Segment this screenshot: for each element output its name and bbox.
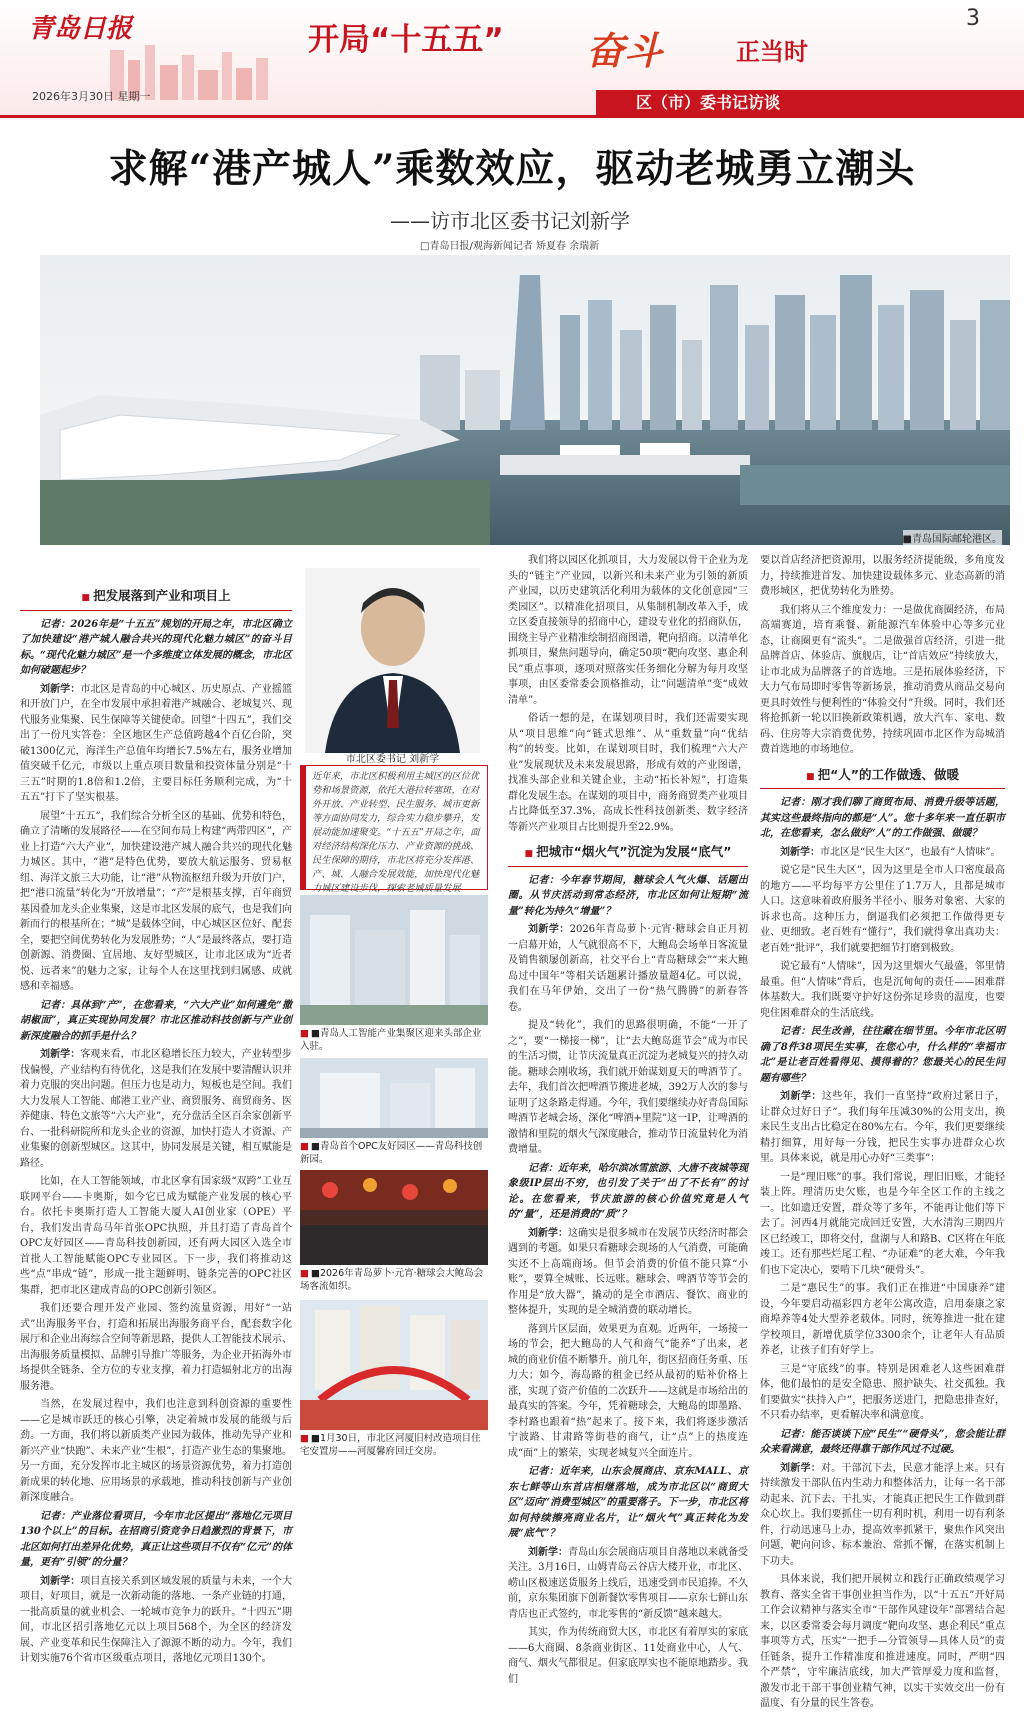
paragraph: 记者：近年来，哈尔滨冰雪旅游、大唐不夜城等现象级IP层出不穷，也引发了关于“出了不长有”的讨论。在您看来，节庆旅游的核心价值究竟是人气的“量”，还是消费的“质”？ (508, 1162, 748, 1221)
masthead-divider (0, 115, 1024, 118)
paragraph: 二是“惠民生”的事。我们正在推进“中国康养”建设，今年要启动福彩四方老年公寓改造，启用泰康之家商埠养等4处大型养老载体。同时，统筹推进一批在建学校项目，新增优质学位3300余个，让老年人有品质养老，让孩子们有好学上。 (760, 1283, 1005, 1357)
paragraph: 我们还要合理开发产业园、签约流量资源，用好“一站式”出海服务平台，打造和拓展出海服务商平台，配套数字化展厅和企业出海综合空间等新思路，提供人工智能技术展示、出海服务质量模拟、品牌引导推广等服务，为企业开拓海外市场提供全链条、全方位的专业支撑，着力打造辐射北方的出海服务港。 (20, 1303, 292, 1392)
issue-date: 2026年3月30日 星期一 (32, 90, 151, 103)
section-heading-consumption: ■ 把城市“烟火气”沉淀为发展“底气” (508, 838, 748, 867)
paragraph: 其实，作为传统商贸大区，市北区有着厚实的家底——6大商圈、8条商业街区、11处商业中心，人气、商气、烟火气都很足。但家底厚实也不能原地踏步。我们 (508, 1627, 748, 1685)
pullquote: 近年来，市北区积极利用主城区的区位优势和场景资源，依托大港拉转塞斑，在对外开放、产业转型、民生服务、城市更新等方面协同发力，综合实力稳步攀升，发展动能加速聚变。“十五五”开局之年，面对经济结构深化压力、产业资源的挑战、民生保障的期待，市北区将充分发挥港、产、城、人融合发展效能，加快现代化魅力城区建设步伐，探索老城质量发展 (300, 765, 488, 890)
paragraph: 比如，在人工智能领域，市北区拿有国家级“双跨”工业互联网平台——卡奥斯，如今它已成为赋能产业发展的核心平台。依托卡奥斯打造人工智能大厦人AI创业家（OPE）平台，我们发出青岛马年首张OPC执照，并且打造了青岛首个OPC友好园区——青岛科技创新园，还有两大园区入选全市首批人工智能赋能OPC专业园区。下一步，我们将推动这些“点”串成“链”，形成一批主题鲜明、链条完善的OPC社区集群，把市北区建成青岛的OPC创新引领区。 (20, 1176, 292, 1296)
subtitle: ——访市北区委书记刘新学 (390, 209, 630, 233)
section-heading-industry: ■ 把发展落到产业和项目上 (20, 582, 292, 611)
paragraph: 刘新学：市北区是青岛的中心城区、历史原点、产业摇篮和开放门户，在全市发展中承担着港产城融合、老城复兴、现代服务业集聚、民生保障等关键使命。回望“十四五”，我们交出了一份凡实答卷：全区地区生产总值跨越4个百亿台阶，突破1300亿元，海洋生产总值年均增长7.5%左右，服务业增加值突破千亿元，市级以上重点项目数量和投资体量分别是“十三五”时期的1.8倍和1.2倍，主要目标任务顺利完成，为“十五五”打下了坚实根基。 (20, 683, 293, 804)
photo-opc-park (300, 1058, 488, 1138)
column-1 (20, 580, 293, 1665)
paragraph: 记者：刚才我们聊了商贸布局、消费升级等话题，其实这些最终指向的都是“人”。您十多年来一直任职市北，在您看来，怎么做好“人”的工作做强、做暖？ (760, 797, 1006, 840)
photo-ai-park (300, 895, 488, 1025)
paragraph: 刘新学：项目直接关系到区域发展的质量与未来，一个大项目，好项目，就是一次新动能的落地、一条产业链的打通，一批高质量的就业机会、一轮城市竞争力的跃升。“十四五”期间，市北区招引落地亿元以上项目568个，为全区的经济发展、产业变革和民生保障注入了源源不断的动力。今年，我们计划实施76个省市区级重点项目，落地亿元项目130个。 (20, 1575, 293, 1665)
photo-festival (300, 1170, 488, 1265)
main-photo-caption: ■青岛国际邮轮港区。 (903, 530, 1002, 545)
paragraph: 要以首店经济把资源用，以服务经济提能级，多角度发力，持续推进首发、加快建设载体多元、业态高新的消费形城区，把优势转化为胜势。 (760, 555, 1005, 597)
slogan-part-3: 正当时 (736, 38, 808, 66)
column-3 (760, 553, 1006, 1710)
paragraph: 三是“守底线”的事。特别是困难老人这些困难群体，他们最怕的是安全隐患、照护缺失、社交孤独。我们要做实“扶持入户”，把服务送进门，把隐患排查好，不只看办结率，更看解决率和满意度。 (760, 1363, 1005, 1422)
byline: □青岛日报/观海新闻记者 矫夏春 余瑞新 (420, 241, 600, 252)
masthead (0, 0, 1024, 115)
paragraph: 说它最有“人情味”，因为这里烟火气最盛，邻里情最重。但“人情味”背后，也是沉甸甸的责任——困难群体基数大。我们既要守护好这份弥足珍贵的温度，也要兜住困难群众的生活底线。 (760, 961, 1005, 1019)
paragraph: 我们将以园区化抓项目，大力发展以骨干企业为龙头的“链主”产业园，以新兴和未来产业为引领的新质产业园，以历史建筑活化利用为载体的文化创意园“三类园区”。以精准化招项目，从集制机制改革入手，成立区委直接领导的招商中心，建设专业化的招商队伍，围绕主导产业精准绘制招商图谱，靶向招商。以清单化抓项目，聚焦问题导向，确定50项“靶向攻坚、惠企利民”重点事项，逐项对照落实任务细化分解为每月攻坚事项，由区委常委会顶格推动，让“问题清单”变“成效清单”。 (508, 555, 748, 706)
paragraph: 刘新学：市北区是“民生大区”，也最有“人情味”。 (780, 846, 1001, 858)
paragraph: 记者：民生改善，往往藏在细节里。今年市北区明确了8件38项民生实事，在您心中，什么样的“幸福市北”是让老百姓看得见、摸得着的？您最关心的民生问题有哪些？ (760, 1026, 1006, 1084)
slogan-part-1: 开局“十五五” (308, 22, 504, 58)
portrait-photo (305, 568, 480, 753)
paragraph: 记者：2026年是“十五五”规划的开局之年，市北区确立了加快建设“港产城人融合共兴的现代化魅力城区”的奋斗目标。“现代化魅力城区”是一个多维度立体发展的概念，市北区如何破题起步？ (20, 618, 293, 677)
page-title: 求解“港产城人”乘数效应，驱动老城勇立潮头 (108, 146, 916, 192)
paragraph: 记者：具体到“产”，在您看来，“六大产业”如何遴免“撒胡椒面”，真正实现协同发展？市北区推动科技创新与产业创新深度融合的抓手是什么？ (20, 999, 292, 1042)
paragraph: 提及“转化”，我们的思路很明确，不能“一开了之”，要“一梯接一梯”，让“去大鲍岛逛节会”成为市民的生活习惯，让节庆流量真正沉淀为老城复兴的持久动能。糖球会刚收场，我们就开始谋划夏天的啤酒节了。去年，我们首次把啤酒节搬进老城，392万人次的参与证明了这条路走得通。今年，我们要继续办好青岛国际啤酒节老城会场，深化“啤酒+里院”这一IP，让啤酒的激情和里院的烟火气深度融合，推动节日流量转化为消费增量。 (508, 1020, 748, 1156)
paragraph: 记者：能否谈谈下应“民生”“硬骨头”，您会能让群众来看满意，最终还得靠干部作风过不过硬。 (760, 1428, 1006, 1456)
paragraph: 落到片区层面，效果更为直观。近两年，一场接一场的节会，把大鲍岛的人气和商气“能养”了出来，老城的商业价值不断攀升。前几年，街区招商任务重、压力大；如今，海岛路的租金已经从最初的贴补价格上涨，实现了资产价值的二次跃升——这就是市场给出的最真实的答案。今年，凭着糖球会，大鲍岛的即墨路、李村路也跟着“热”起来了。接下来，我们将逐步激活宁波路、甘肃路等街巷的商气，让“点”上的热度连成“面”上的繁荣，实现老城复兴全面连片。 (508, 1323, 748, 1459)
paragraph: 刘新学：这些年，我们一直坚持“政府过紧日子，让群众过好日子”。我们每年压减30%的公用支出，换来民生支出占比稳定在80%左右。今年，我们更要继续精打细算，用好每一分钱，把民生实事办进群众心坎里。具体来说，就是用心办好“三类事”： (760, 1091, 1005, 1165)
main-photo-port (40, 255, 1010, 545)
paragraph: 刘新学：这确实是很多城市在发展节庆经济时都会遇到的考题。如果只看糖球会现场的人气消费，可能确实还不上高端商场。但节会消费的价值不能只算“小账”，要算全城账、长远账。糖球会、啤酒节等节会的作用是“放大器”，撬动的是全市酒店、餐饮、商业的整体提升，实现的是全城消费的联动增长。 (508, 1227, 748, 1317)
paragraph: 记者：近年来，山东会展商店、京东MALL、京东七鲜等山东首店相继落地，成为市北区以“商贸大区”迈向“消费型城区”的重要落子。下一步，市北区将如何持续擦亮商业名片，让“烟火气”真正转化为发展“底气”？ (508, 1466, 749, 1540)
newspaper-logo: 青岛日报 (28, 14, 133, 44)
photo-caption: ■ ■青岛人工智能产业集聚区迎来头部企业入驻。 (300, 1027, 488, 1054)
slogan-part-2: 奋斗 (586, 28, 663, 73)
photo-caption: ■ ■2026年青岛萝卜·元宵·糖球会大鲍岛会场客流如织。 (300, 1267, 488, 1294)
paragraph: 刘新学：青岛山东会展商店项目自落地以来就备受关注。3月16日，山姆青岛云谷店大楼开业，市北区、崂山区极速送货服务上线后，迅速受到市民追捧。不久前，京东集团旗下创新餐饮零售项目——京东七鲜山东青店也正式签约，市北零售的“新反馈”越来越大。 (508, 1546, 748, 1620)
column-2 (508, 553, 749, 1685)
section-tag: 区（市）委书记访谈 (596, 90, 1024, 115)
paragraph: 当然，在发展过程中，我们也注意到科创资源的重要性——它是城市跃迁的核心引擎，决定着城市发展的能级与后劲。一方面，我们将以新质类产业园为载体，推动先导产业和新兴产业“快跑”、未来产业“生根”，打造产业生态的集聚地。另一方面，充分发挥市北主城区的场景资源优势，着力打造创新成果的转化地、应用场景的承载地，推动科技创新与产业创新深度融合。 (20, 1399, 292, 1504)
paragraph: 说它是“民生大区”，因为这里是全市人口密度最高的地方——平均每平方公里住了1.7万人，且都是城市人口。这意味着政府服务半径小、服务对象密、大家的诉求也高。这种压力，倒逼我们必须把工作做得更专业、更细致。老百姓有“懂行”，我们就得拿出真功夫：老百姓“批评”，我们就要把细节打磨到极致。 (760, 865, 1005, 954)
paragraph: 记者：今年春节期间，糖球会人气火爆、话题出圈。从节庆活动到常态经济，市北区如何让短期“流量”转化为持久“增量”？ (508, 874, 748, 917)
photo-caption: ■ ■1月30日，市北区河厦旧村改造项目住宅安置房——河厦馨府回迁交房。 (300, 1432, 488, 1459)
paragraph: 刘新学：客观来看，市北区稳增长压力较大，产业转型步伐偏慢，产业结构有待优化，这是我们在发展中要清醒认识并着力克服的突出问题。但压力也是动力，短板也是空间。我们大力发展人工智能、邮港工业产业、商贸服务、商贸商务、医养健康、特色文旅等“六大产业”，充分盘活全区百余家创新平台、一批科研院所和龙头企业的资源，加快打造人才资源、产业集聚的创新型城区。这其中，协同发展是关键，相互赋能是路径。 (20, 1049, 293, 1169)
section-heading-people: ■ 把“人”的工作做透、做暖 (760, 761, 1005, 790)
paragraph: 刘新学：对。干部沉下去，民意才能浮上来。只有持续激发干部队伍内生动力和整体活力，让每一名干部动起来、沉下去、干扎实，才能真正把民生工作做到群众心坎上。我们要抓住一切有利时机，利用一切有利条件，行动迅速马上办，提高效率抓紧干，聚焦作风突出问题，靶向问诊、标本兼治、常抓不懈，在落实机制上下功夫。 (760, 1462, 1006, 1567)
paragraph: 我们将从三个维度发力：一是做优商圈经济，布局高端赛道，培育乘餐、新能源汽车体验中心等多元业态，让商圈更有“流头”。二是做强首店经济，引进一批品牌首店、体验店、旗舰店，让“首店效应”持续放大，让市北成为品牌落子的首选地。三是拓展体验经济，下大力气布局即时零售等新场景，推动消费从商品交易向更具时效性与便利性的“体验交付”升级。同时，我们还将抢抓新一轮以旧换新政策机遇，放大汽车、家电、数码、住房等大宗消费优势，持续巩固市北区作为岛城消费首选地的市场地位。 (760, 604, 1005, 755)
portrait-caption: 市北区委书记 刘新学 (345, 754, 440, 765)
paragraph: 一是“理旧账”的事。我们常说，理旧旧账，才能轻装上阵。理清历史欠账，也是今年全区工作的主线之一。比如遗迁安置，群众等了多年，不能再让他们等下去了。河西4月就能完成回迁安置，大水清沟三期四片区已经竣工，即将交付，盘湖与人和路B、C区将在年底竣工。还有那些烂尾工程、“办证难”的老大难，今年我们也下定决心，要啃下几块“硬骨头”。 (760, 1171, 1005, 1276)
paragraph: 具体来说，我们把开展树立和践行正确政绩观学习教育、落实全省干事创业担当作为，以“十五五”开好局工作会议精神与落实全市“干部作风建设年”部署结合起来，以区委常委会每月调度“靶向攻坚、惠企利民”重点事项等方式，压实“一把手—分管领导—具体人员”的责任链条，提升工作精准度和推进速度。同时，严明“四个严禁”，守牢廉洁底线，加大严管厚爱力度和监督，激发市北干部干事创业精气神，以实干实效交出一份有温度、有分量的民生答卷。 (760, 1574, 1005, 1710)
photo-caption: ■ ■青岛首个OPC友好园区——青岛科技创新园。 (300, 1140, 488, 1167)
paragraph: 俗话一想的是，在谋划项目时，我们还需要实现从“项目思维”向“链式思维”、从“重数量”向“优结构”的转变。比如，在谋划项目时，我们梳理“六大产业”发展现状及未来发展思路，形成有效的产业图谱，找准头部企业和关键企业，主动“拓长补短”，打造集群化发展生态。在谋划的项目中，商务商贸类产业项目占比降低至37.3%，高成长性科技创新类、数字经济等新兴产业项目占比则提升至22.9%。 (508, 713, 748, 833)
page-number: 3 (966, 6, 980, 31)
photo-resettlement (300, 1300, 488, 1430)
paragraph: 刘新学：2026年青岛萝卜·元宵·糖球会自正月初一启幕开始，人气就很高不下，大鲍岛会场单日客流量及销售额屡创新高，社交平台上“青岛糖球会”“来大鲍岛过中国年”等相关话题累计播放量超4亿。可以说，我们在马年伊始，交出了一份“热气腾腾”的新春答卷。 (508, 924, 748, 1013)
paragraph: 记者：产业落位看项目，今年市北区提出“落地亿元项目130个以上”的目标。在招商引资竞争日趋激烈的背景下，市北区如何打出差异化优势，真正让这些项目不仅有“亿元”的体量，更有“引领”的分量？ (20, 1510, 292, 1569)
paragraph: 展望“十五五”，我们综合分析全区的基础、优势和特色，确立了清晰的发展路径——在空间布局上构建“两带四区”，产业上打造“六大产业”，加快建设港产城人融合共兴的现代化魅力城区。其中，“港”是特色优势，要放大航运服务、贸易枢纽、海洋文旅三大功能，让“港”从物流枢纽升级为开放门户，把“港口流量”转化为“开放增量”；“产”是根基支撑，百年商贸基因叠加龙头企业集聚，这是市北区发展的底气，也是我们向新而行的根基所在；“城”是载体空间，中心城区区位好、配套全，要把空间优势转化为发展胜势；“人”是最终落点，要打造创新源、消费圈、宜居地、友好型城区，让市北区成为“近者悦、远者来”的魅力之家，让每个人在这里找到归属感、成就感和幸福感。 (20, 810, 292, 993)
